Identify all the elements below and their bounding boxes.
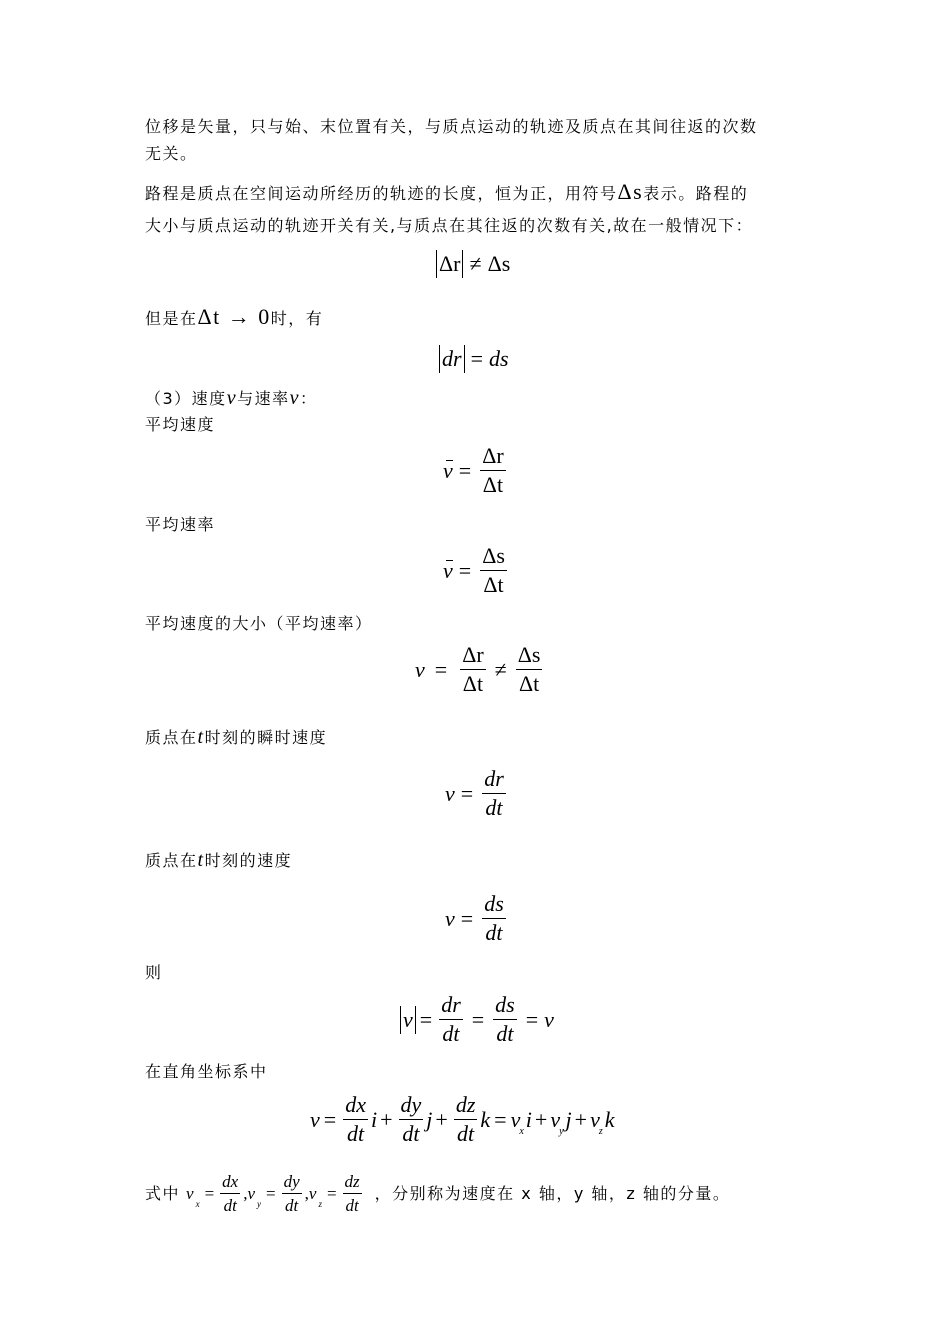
inline-math-t: t: [197, 849, 205, 871]
math-operator: =: [266, 1183, 276, 1203]
text-segment: 时刻的瞬时速度: [204, 728, 328, 747]
math-term: dr: [442, 346, 462, 371]
subscript: z: [598, 1126, 603, 1137]
fraction: [480, 544, 507, 597]
inline-math-v: v: [226, 387, 238, 409]
math-term: v: [590, 1106, 600, 1132]
math-term: v: [403, 1006, 413, 1032]
fraction-numerator: ds: [482, 892, 506, 919]
text-segment: 与速率: [237, 389, 290, 408]
unit-vector-j: j: [426, 1106, 433, 1132]
label-average-speed: 平均速率: [145, 515, 216, 534]
paragraph-path-line1: [145, 179, 749, 204]
fraction-numerator: dy: [282, 1172, 302, 1194]
label-instantaneous-velocity: [145, 727, 327, 748]
fraction-numerator: dz: [454, 1093, 478, 1120]
label-average-velocity-magnitude: 平均速度的大小（平均速率）: [145, 614, 373, 633]
fraction: [480, 444, 505, 497]
equation-abs-dr-eq-ds: [439, 345, 509, 373]
equation-average-speed: [443, 544, 510, 597]
inline-math-v: v: [289, 387, 300, 409]
fraction-denominator: Δt: [518, 671, 540, 696]
text-segment: ：: [299, 389, 318, 408]
math-term: Δs: [487, 251, 511, 276]
math-operator: ≠: [494, 656, 507, 682]
fraction: [482, 767, 506, 820]
subscript: y: [257, 1198, 261, 1209]
unit-vector-j: j: [565, 1106, 572, 1132]
math-operator: =: [458, 557, 472, 583]
text-segment: 表示。路程的: [643, 184, 749, 203]
math-operator: +: [534, 1106, 548, 1132]
fraction-numerator: Δr: [460, 643, 485, 670]
fraction: [454, 1093, 478, 1146]
math-term: v: [550, 1106, 561, 1132]
text-segment: 质点在: [145, 728, 198, 747]
math-term: v: [308, 1183, 317, 1203]
section-heading-velocity: [145, 388, 318, 409]
math-operator: +: [380, 1106, 393, 1132]
equation-speed: [445, 892, 509, 945]
math-operator: =: [460, 780, 474, 806]
fraction: [282, 1172, 302, 1215]
fraction: [460, 643, 485, 696]
abs-value: [439, 345, 465, 373]
fraction-denominator: Δt: [482, 472, 504, 497]
math-term: v: [443, 457, 453, 483]
unit-vector-k: k: [604, 1106, 615, 1132]
paragraph-components: [145, 1172, 730, 1215]
fraction-numerator: dx: [220, 1172, 240, 1194]
unit-vector-i: i: [525, 1106, 532, 1132]
math-term: Δr: [439, 251, 461, 276]
fraction-numerator: Δs: [480, 544, 507, 571]
math-operator: =: [494, 1106, 507, 1132]
math-term: v: [445, 905, 455, 931]
subscript: z: [318, 1198, 322, 1209]
inline-equation-components: [186, 1172, 365, 1215]
paragraph-displacement-line2: 无关。: [145, 144, 198, 163]
fraction-denominator: dt: [285, 1196, 299, 1215]
equation-cartesian-velocity: [310, 1093, 615, 1146]
label-cartesian: 在直角坐标系中: [145, 1062, 268, 1081]
fraction-numerator: dy: [399, 1093, 424, 1120]
fraction-numerator: Δr: [480, 444, 505, 471]
subscript: x: [195, 1198, 200, 1209]
fraction-denominator: dt: [485, 920, 503, 945]
abs-value: [436, 250, 463, 278]
equation-abs-delta-r-neq-delta-s: [436, 250, 510, 278]
label-therefore: 则: [145, 963, 163, 982]
subscript: x: [519, 1126, 524, 1137]
fraction-denominator: dt: [442, 1021, 460, 1046]
math-operator: +: [435, 1106, 448, 1132]
fraction: [343, 1172, 362, 1215]
math-term: v: [247, 1183, 255, 1203]
fraction-numerator: Δs: [516, 643, 543, 670]
equation-average-velocity: [443, 444, 509, 497]
fraction-denominator: dt: [402, 1121, 420, 1146]
inline-math-delta-s: Δs: [617, 179, 644, 204]
paragraph-path-line2: 大小与质点运动的轨迹开关有关,与质点在其往返的次数有关,故在一般情况下：: [145, 216, 754, 235]
fraction-denominator: dt: [223, 1196, 237, 1215]
fraction-denominator: dt: [345, 1196, 359, 1215]
fraction: [399, 1093, 424, 1146]
math-comma: ,: [304, 1183, 309, 1203]
text-segment: 式中: [145, 1183, 181, 1203]
label-speed-at-t: [145, 850, 292, 871]
fraction-numerator: dr: [439, 993, 463, 1020]
fraction-numerator: dx: [343, 1093, 368, 1120]
text-segment: 但是在: [145, 309, 198, 328]
fraction: [493, 993, 517, 1046]
fraction-denominator: dt: [457, 1121, 475, 1146]
math-term: v: [310, 1106, 320, 1132]
math-term: ds: [488, 346, 509, 371]
text-segment: （3）速度: [145, 389, 227, 408]
math-term: v: [443, 557, 453, 583]
equation-velocity-magnitude-neq: [415, 643, 545, 696]
fraction-denominator: dt: [347, 1121, 365, 1146]
math-operator: =: [434, 656, 448, 682]
text-segment: 质点在: [145, 851, 198, 870]
fraction: [439, 993, 463, 1046]
abs-value: [400, 1006, 416, 1034]
fraction-denominator: Δt: [462, 671, 484, 696]
text-segment: 路程是质点在空间运动所经历的轨迹的长度，恒为正，用符号: [145, 184, 618, 203]
math-operator: =: [471, 1006, 485, 1032]
fraction: [220, 1172, 240, 1215]
fraction-numerator: ds: [493, 993, 517, 1020]
math-operator: =: [326, 1183, 337, 1203]
math-term: v: [510, 1106, 521, 1132]
math-operator: =: [458, 457, 472, 483]
unit-vector-i: i: [370, 1106, 378, 1132]
math-term: v: [415, 656, 425, 682]
label-average-velocity: 平均速度: [145, 415, 216, 434]
subscript: y: [559, 1126, 564, 1137]
math-operator: =: [525, 1006, 539, 1032]
math-operator: =: [460, 905, 474, 931]
paragraph-displacement-line1: 位移是矢量，只与始、末位置有关，与质点运动的轨迹及质点在其间往返的次数: [145, 117, 758, 136]
math-operator: ≠: [469, 251, 482, 276]
text-segment: 时刻的速度: [204, 851, 293, 870]
math-operator: =: [470, 346, 483, 371]
fraction: [516, 643, 543, 696]
inline-math-t: t: [197, 726, 205, 748]
text-segment: 时，有: [270, 309, 324, 328]
fraction-denominator: dt: [485, 795, 503, 820]
math-term: v: [186, 1183, 194, 1203]
math-term: v: [544, 1006, 554, 1032]
math-operator: =: [419, 1006, 433, 1032]
equation-abs-v-equals: [400, 993, 554, 1046]
fraction-denominator: Δt: [483, 572, 504, 597]
math-operator: =: [323, 1106, 337, 1132]
fraction-denominator: dt: [496, 1021, 514, 1046]
text-segment: ，分别称为速度在 x 轴，y 轴，z 轴的分量。: [374, 1183, 731, 1203]
math-term: v: [445, 780, 455, 806]
inline-math-limit: Δt → 0: [197, 304, 271, 329]
paragraph-limit: [145, 304, 324, 329]
fraction-numerator: dr: [482, 767, 506, 794]
fraction-numerator: dz: [343, 1172, 362, 1194]
math-operator: +: [574, 1106, 588, 1132]
unit-vector-k: k: [480, 1106, 491, 1132]
math-comma: ,: [243, 1183, 248, 1203]
math-operator: =: [204, 1183, 215, 1203]
equation-instantaneous-velocity: [445, 767, 509, 820]
fraction: [343, 1093, 368, 1146]
fraction: [482, 892, 506, 945]
